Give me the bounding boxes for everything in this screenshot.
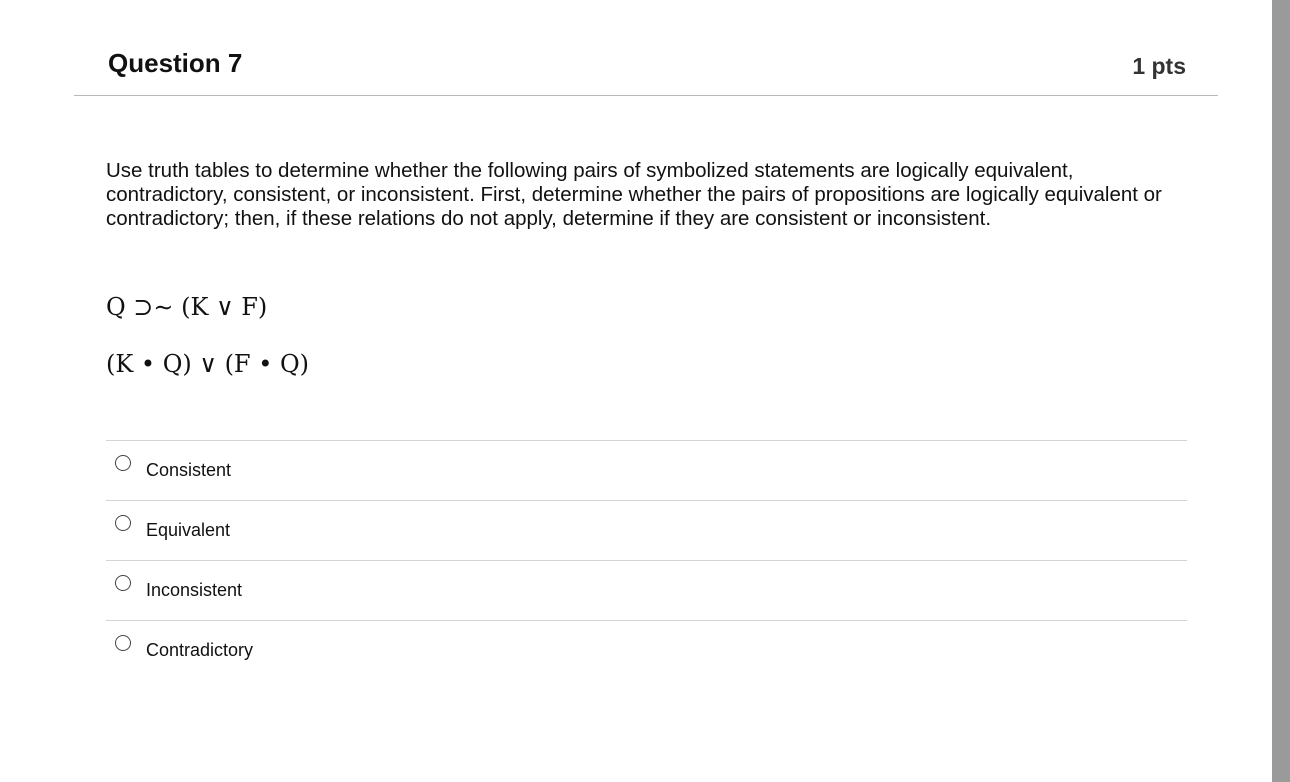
radio-button[interactable] (115, 575, 131, 591)
radio-button[interactable] (115, 455, 131, 471)
question-points: 1 pts (1132, 53, 1186, 79)
question-text: Use truth tables to determine whether the following pairs of symbolized statements are logically equivalent, contradictory, consistent, or inconsistent. First, determine whether the pairs of propositions are logically equivalent or contradictory; then, if these relations do not apply, determine if they are consistent or inconsistent. (106, 159, 1162, 230)
answer-label[interactable]: Contradictory (146, 640, 254, 660)
answer-option-inconsistent[interactable] (106, 561, 1187, 621)
formula-1: Q ⊃∼ (K ∨ F) (106, 293, 268, 321)
answer-label[interactable]: Consistent (146, 460, 232, 480)
question-body (106, 159, 1186, 231)
radio-button[interactable] (115, 635, 131, 651)
answer-label[interactable]: Inconsistent (146, 580, 243, 600)
answer-option-consistent[interactable] (106, 441, 1187, 501)
question-header (74, 40, 1218, 96)
formula-2: (K • Q) ∨ (F • Q) (106, 350, 310, 378)
answer-list (106, 440, 1187, 680)
answer-option-equivalent[interactable] (106, 501, 1187, 561)
radio-button[interactable] (115, 515, 131, 531)
answer-label[interactable]: Equivalent (146, 520, 231, 540)
question-title: Question 7 (108, 48, 243, 78)
answer-option-contradictory[interactable] (106, 621, 1187, 680)
scrollbar[interactable] (1272, 0, 1290, 782)
